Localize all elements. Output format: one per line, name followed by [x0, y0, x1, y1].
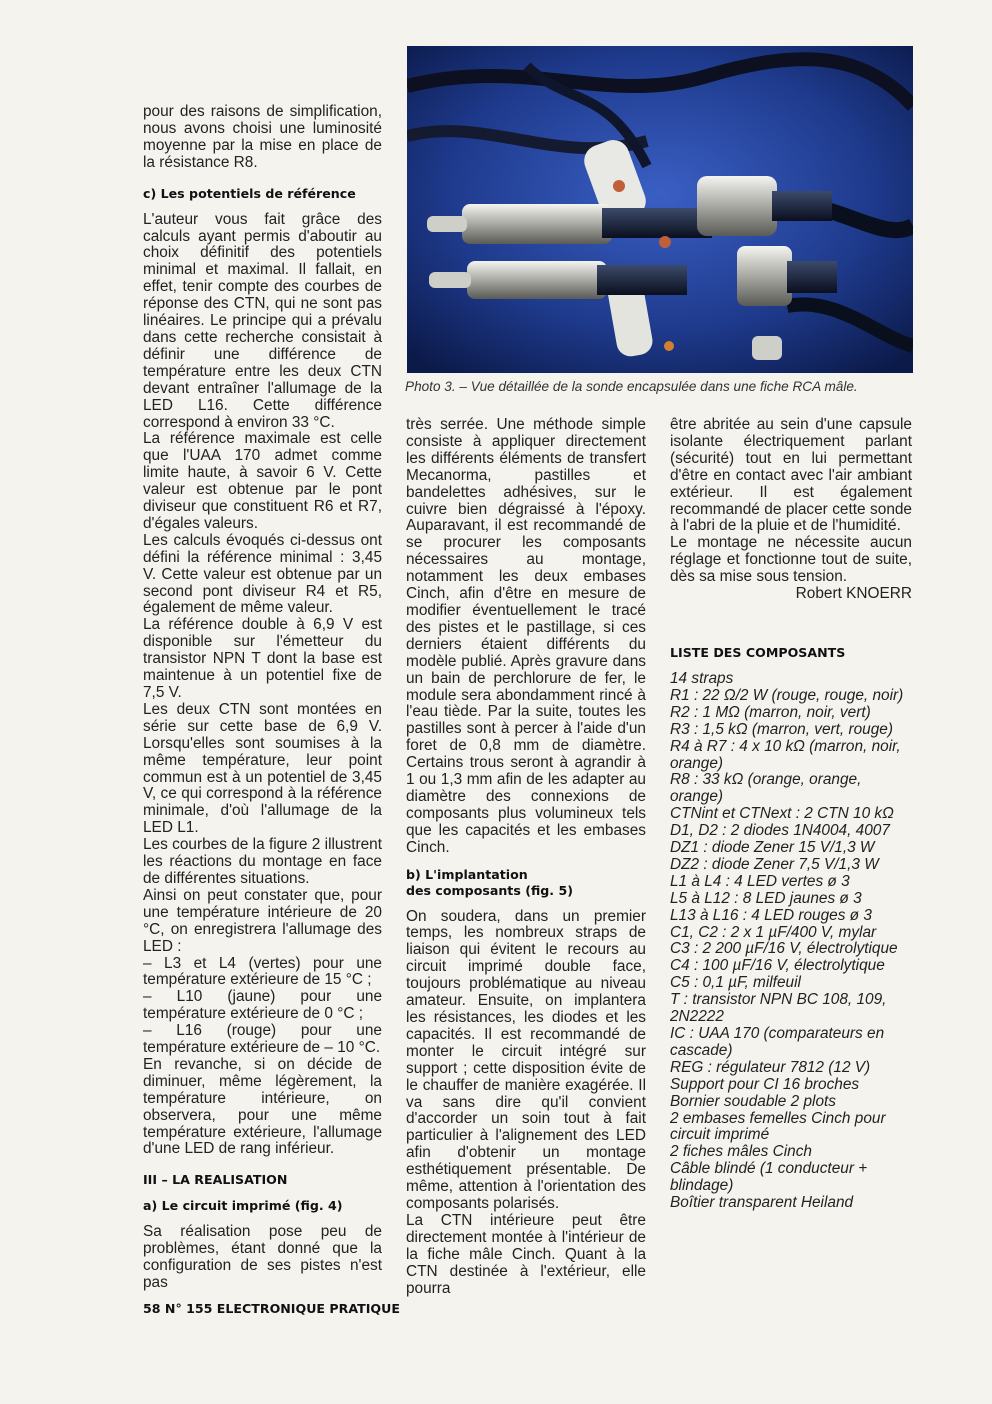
paragraph: En revanche, si on décide de diminuer, même légèrement, la température intérieure, on observera, pour une même température extérieure, l'allumage d'une LED de rang inférieur. [143, 1055, 382, 1158]
list-item: Câble blindé (1 conducteur + blindage) [670, 1160, 868, 1195]
list-item: REG : régulateur 7812 (12 V) [670, 1058, 871, 1076]
column-2 [406, 417, 646, 1297]
list-item: 2 embases femelles Cinch pour circuit imprimé [670, 1109, 886, 1144]
list-item: C1, C2 : 2 x 1 µF/400 V, mylar [670, 923, 877, 941]
component-list [670, 671, 912, 1212]
photo-rca-probe [407, 46, 913, 373]
section-heading-c: c) Les potentiels de référence [143, 185, 356, 201]
list-item: R2 : 1 MΩ (marron, noir, vert) [670, 703, 871, 721]
paragraph: La référence maximale est celle que l'UAA 170 admet comme limite haute, à savoir 6 V. Cette valeur est obtenue par le pont diviseur que constituent R6 et R7, d'égales valeurs. [143, 430, 382, 532]
photo-caption: Photo 3. – Vue détaillée de la sonde encapsulée dans une fiche RCA mâle. [405, 379, 858, 394]
list-item: D1, D2 : 2 diodes 1N4004, 4007 [670, 822, 890, 840]
paragraph: très serrée. Une méthode simple consiste à appliquer directement les différents éléments de transfert Mecanorma, pastilles et bandelettes adhésives, sur le cuivre bien dégraissé à l'époxy. Auparavant, il est recommandé de se procurer les composants nécessaires au montage, notamment les deux embases Cinch, afin d'être en mesure de modifier éventuellement le tracé des pistes et le pastillage, si ces derniers étaient différents du modèle publié. Après gravure dans un bain de perchlorure de fer, le module sera abondamment rincé à l'eau tiède. Par la suite, toutes les pastilles sont à percer à l'aide d'un foret de 0,8 mm de diamètre. Certains trous seront à agrandir à 1 ou 1,3 mm afin de les adapter au diamètre des connexions de composants plus volumineux tels que les capacités et les embases Cinch. [406, 416, 646, 856]
paragraph: Les courbes de la figure 2 illustrent les réactions du montage en face de différentes situations. [143, 836, 382, 887]
list-item: Boîtier transparent Heiland [670, 1194, 854, 1212]
column-3 [670, 417, 912, 1212]
list-item: 2 fiches mâles Cinch [670, 1143, 812, 1161]
photo-illustration [407, 46, 913, 373]
paragraph: La CTN intérieure peut être directement montée à l'intérieur de la fiche mâle Cinch. Quant à la CTN destinée à l'extérieur, elle pourra [406, 1211, 646, 1297]
list-item: L13 à L16 : 4 LED rouges ø 3 [670, 906, 872, 924]
list-item: L5 à L12 : 8 LED jaunes ø 3 [670, 889, 862, 907]
bullet-item: – L3 et L4 (vertes) pour une température extérieure de 15 °C ; [143, 954, 382, 989]
section-heading-b-line2: des composants (fig. 5) [406, 882, 573, 898]
list-item: DZ2 : diode Zener 7,5 V/1,3 W [670, 855, 879, 873]
list-item: Support pour CI 16 broches [670, 1075, 860, 1093]
bullet-item: – L16 (rouge) pour une température extérieure de – 10 °C. [143, 1022, 382, 1057]
paragraph: Les deux CTN sont montées en série sur cette base de 6,9 V. Lorsqu'elles sont soumises à la même température, leur point commun est à un potentiel de 3,45 V, ce qui correspond à la référence minimale, d'où l'allumage de la LED L1. [143, 700, 382, 837]
paragraph: pour des raisons de simplification, nous avons choisi une luminosité moyenne par la mise en place de la résistance R8. [143, 103, 382, 171]
author-signature: Robert KNOERR [795, 585, 912, 603]
section-heading-b-line1: b) L'implantation [406, 866, 528, 882]
paragraph: Ainsi on peut constater que, pour une température intérieure de 20 °C, on enregistrera l'allumage des LED : [143, 886, 382, 955]
list-item: C4 : 100 µF/16 V, électrolytique [670, 957, 885, 975]
list-item: L1 à L4 : 4 LED vertes ø 3 [670, 872, 850, 890]
paragraph: On soudera, dans un premier temps, les nombreux straps de liaison qui évitent le recours au circuit imprimé double face, toujours problématique au niveau amateur. Ensuite, on implantera les résistances, les diodes et les capacités. Il est recommandé de monter le circuit intégré sur support ; cette disposition évite de le chauffer de manière exagérée. Il va sans dire qu'il convient d'accorder un soin tout à fait particulier à l'alignement des LED afin d'obtenir un montage esthétiquement présentable. De même, attention à l'orientation des composants polarisés. [406, 907, 646, 1212]
paragraph: Sa réalisation pose peu de problèmes, étant donné que la configuration de ses pistes n'est pas [143, 1223, 382, 1292]
column-1 [143, 104, 382, 1292]
paragraph: La référence double à 6,9 V est disponible sur l'émetteur du transistor NPN T dont la base est maintenue à un potentiel fixe de 7,5 V. [143, 616, 382, 701]
page-footer: 58 N° 155 ELECTRONIQUE PRATIQUE [143, 1301, 400, 1316]
list-item: R3 : 1,5 kΩ (marron, vert, rouge) [670, 720, 893, 738]
list-item: R1 : 22 Ω/2 W (rouge, rouge, noir) [670, 686, 904, 704]
list-item: CTNint et CTNext : 2 CTN 10 kΩ [670, 805, 894, 823]
section-heading-a: a) Le circuit imprimé (fig. 4) [143, 1198, 343, 1214]
list-item: C3 : 2 200 µF/16 V, électrolytique [670, 940, 898, 958]
section-heading-iii: III – LA REALISATION [143, 1172, 288, 1188]
bullet-item: – L10 (jaune) pour une température extérieure de 0 °C ; [143, 988, 382, 1023]
list-item: 14 straps [670, 669, 734, 687]
list-item: Bornier soudable 2 plots [670, 1092, 836, 1110]
paragraph: Le montage ne nécessite aucun réglage et fonctionne tout de suite, dès sa mise sous tension. [670, 534, 912, 586]
list-item: R4 à R7 : 4 x 10 kΩ (marron, noir, orange) [670, 737, 901, 772]
list-item: C5 : 0,1 µF, milfeuil [670, 974, 801, 992]
paragraph: L'auteur vous fait grâce des calculs ayant permis d'aboutir au choix définitif des potentiels minimal et maximal. Il fallait, en effet, tenir compte des courbes de réponse des CTN, qui ne sont pas linéaires. Le principe qui a prévalu dans cette recherche consistait à définir une différence de température entre les deux CTN devant entraîner l'allumage de la LED L16. Cette différence correspond à environ 33 °C. [143, 210, 382, 431]
paragraph: Les calculs évoqués ci-dessus ont défini la référence minimal : 3,45 V. Cette valeur est obtenue par un second pont diviseur R4 et R5, également de même valeur. [143, 531, 382, 617]
section-heading-b [406, 867, 646, 899]
component-list-heading: LISTE DES COMPOSANTS [670, 644, 846, 660]
list-item: IC : UAA 170 (comparateurs en cascade) [670, 1025, 885, 1059]
list-item: T : transistor NPN BC 108, 109, 2N2222 [670, 991, 887, 1026]
paragraph: être abritée au sein d'une capsule isolante électriquement parlant (sécurité) tout en lui permettant d'être en contact avec l'air ambiant extérieur. Il est également recommandé de placer cette sonde à l'abri de la pluie et de l'humidité. [670, 416, 912, 535]
list-item: R8 : 33 kΩ (orange, orange, orange) [670, 771, 862, 806]
list-item: DZ1 : diode Zener 15 V/1,3 W [670, 839, 875, 857]
